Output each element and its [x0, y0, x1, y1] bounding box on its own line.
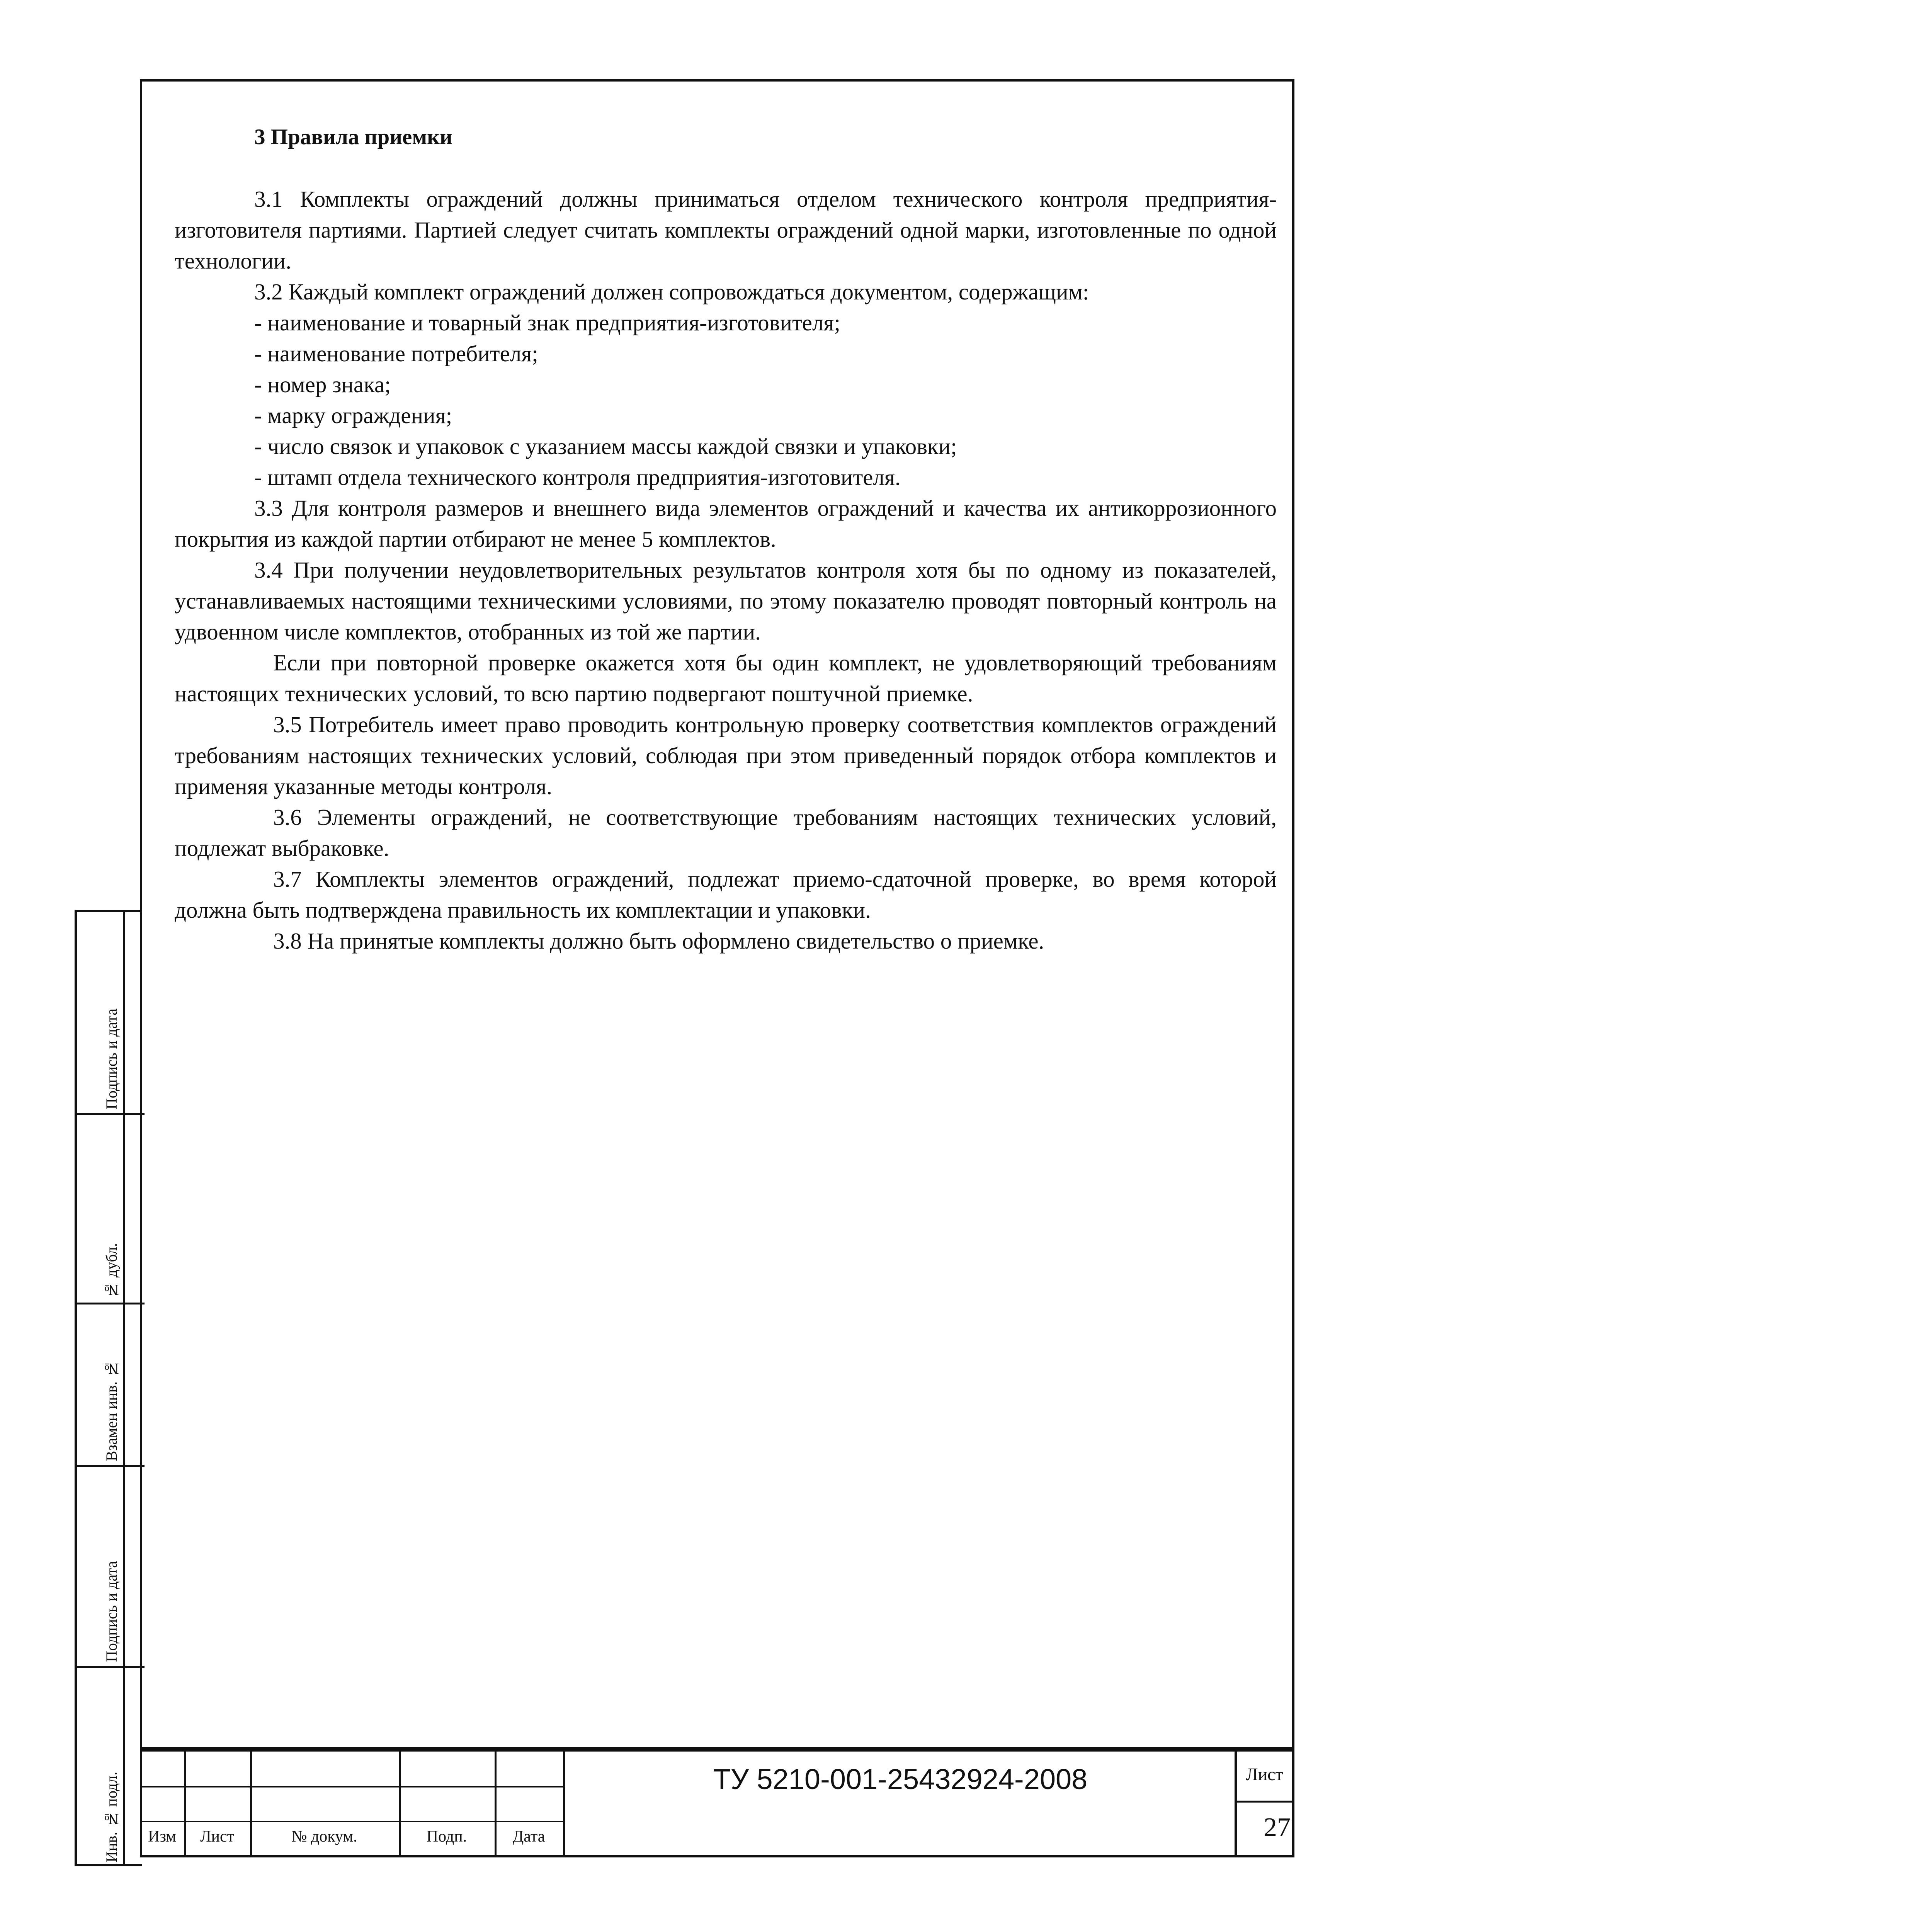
paragraph-3-7: 3.7 Комплекты элементов ограждений, подлежат приемо-сдаточной проверке, во время которой должна быть подтверждена правильность их комплектации и упаковки.	[175, 866, 1277, 923]
document-code: ТУ 5210-001-25432924-2008	[713, 1763, 1088, 1795]
list-item: - наименование и товарный знак предприятия-изготовителя;	[254, 310, 840, 335]
sheet-label: Лист	[1246, 1764, 1283, 1784]
col-izm: Изм	[148, 1828, 176, 1845]
list-item: - число связок и упаковок с указанием массы каждой связки и упаковки;	[254, 434, 957, 459]
list-item: - марку ограждения;	[254, 403, 452, 428]
side-label: Подпись и дата	[103, 1561, 120, 1662]
paragraph-3-8: 3.8 На принятые комплекты должно быть оформлено свидетельство о приемке.	[273, 928, 1044, 954]
sheet-number: 27	[1264, 1813, 1291, 1842]
side-cell-signature-date-1	[77, 912, 145, 1115]
paragraph-3-2: 3.2 Каждый комплект ограждений должен сопровождаться документом, содержащим:	[254, 279, 1089, 304]
side-cell-replaces-inv	[77, 1304, 145, 1467]
side-label: Взамен инв. №	[103, 1360, 120, 1461]
side-strip	[75, 910, 142, 1866]
paragraph-3-5: 3.5 Потребитель имеет право проводить контрольную проверку соответствия комплектов ограждений требованиям настоящих технических условий, соблюдая при этом приведенный порядок отбора комплектов и применяя указанные методы контроля.	[175, 712, 1277, 799]
side-label: Инв. № подл.	[103, 1772, 120, 1862]
col-date: Дата	[512, 1828, 545, 1845]
paragraph-3-4-cont: Если при повторной проверке окажется хотя бы один комплект, не удовлетворяющий требованиям настоящих технических условий, то всю партию подвергают поштучной приемке.	[175, 650, 1277, 706]
side-cell-original-inv	[77, 1668, 145, 1866]
side-label: Подпись и дата	[103, 1008, 120, 1109]
list-item: - наименование потребителя;	[254, 341, 538, 366]
col-sheet: Лист	[200, 1828, 234, 1845]
sheet-divider	[1235, 1801, 1294, 1803]
list-item: - штамп отдела технического контроля предприятия-изготовителя.	[254, 464, 901, 490]
paragraph-3-4: 3.4 При получении неудовлетворительных результатов контроля хотя бы по одному из показателей, устанавливаемых настоящими техническими условиями, по этому показателю проводят повторный контроль на удвоенном числе комплектов, отобранных из той же партии.	[175, 557, 1277, 645]
paragraph-3-6: 3.6 Элементы ограждений, не соответствующие требованиям настоящих технических условий, подлежат выбраковке.	[175, 804, 1277, 861]
paragraph-3-1: 3.1 Комплекты ограждений должны приниматься отделом технического контроля предприятия-изготовителя партиями. Партией следует считать комплекты ограждений одной марки, изготовленные по одной технологии.	[175, 186, 1277, 274]
side-label: № дубл.	[103, 1243, 120, 1299]
side-cell-dup-number	[77, 1115, 145, 1304]
section-heading: 3 Правила приемки	[254, 125, 452, 149]
col-doc-number: № докум.	[291, 1828, 357, 1845]
paragraph-3-3: 3.3 Для контроля размеров и внешнего вида элементов ограждений и качества их антикоррозионного покрытия из каждой партии отбирают не менее 5 комплектов.	[175, 495, 1277, 552]
side-cell-signature-date-2	[77, 1467, 145, 1668]
document-body	[175, 122, 1277, 956]
col-signature: Подп.	[426, 1828, 467, 1845]
list-item: - номер знака;	[254, 372, 391, 397]
